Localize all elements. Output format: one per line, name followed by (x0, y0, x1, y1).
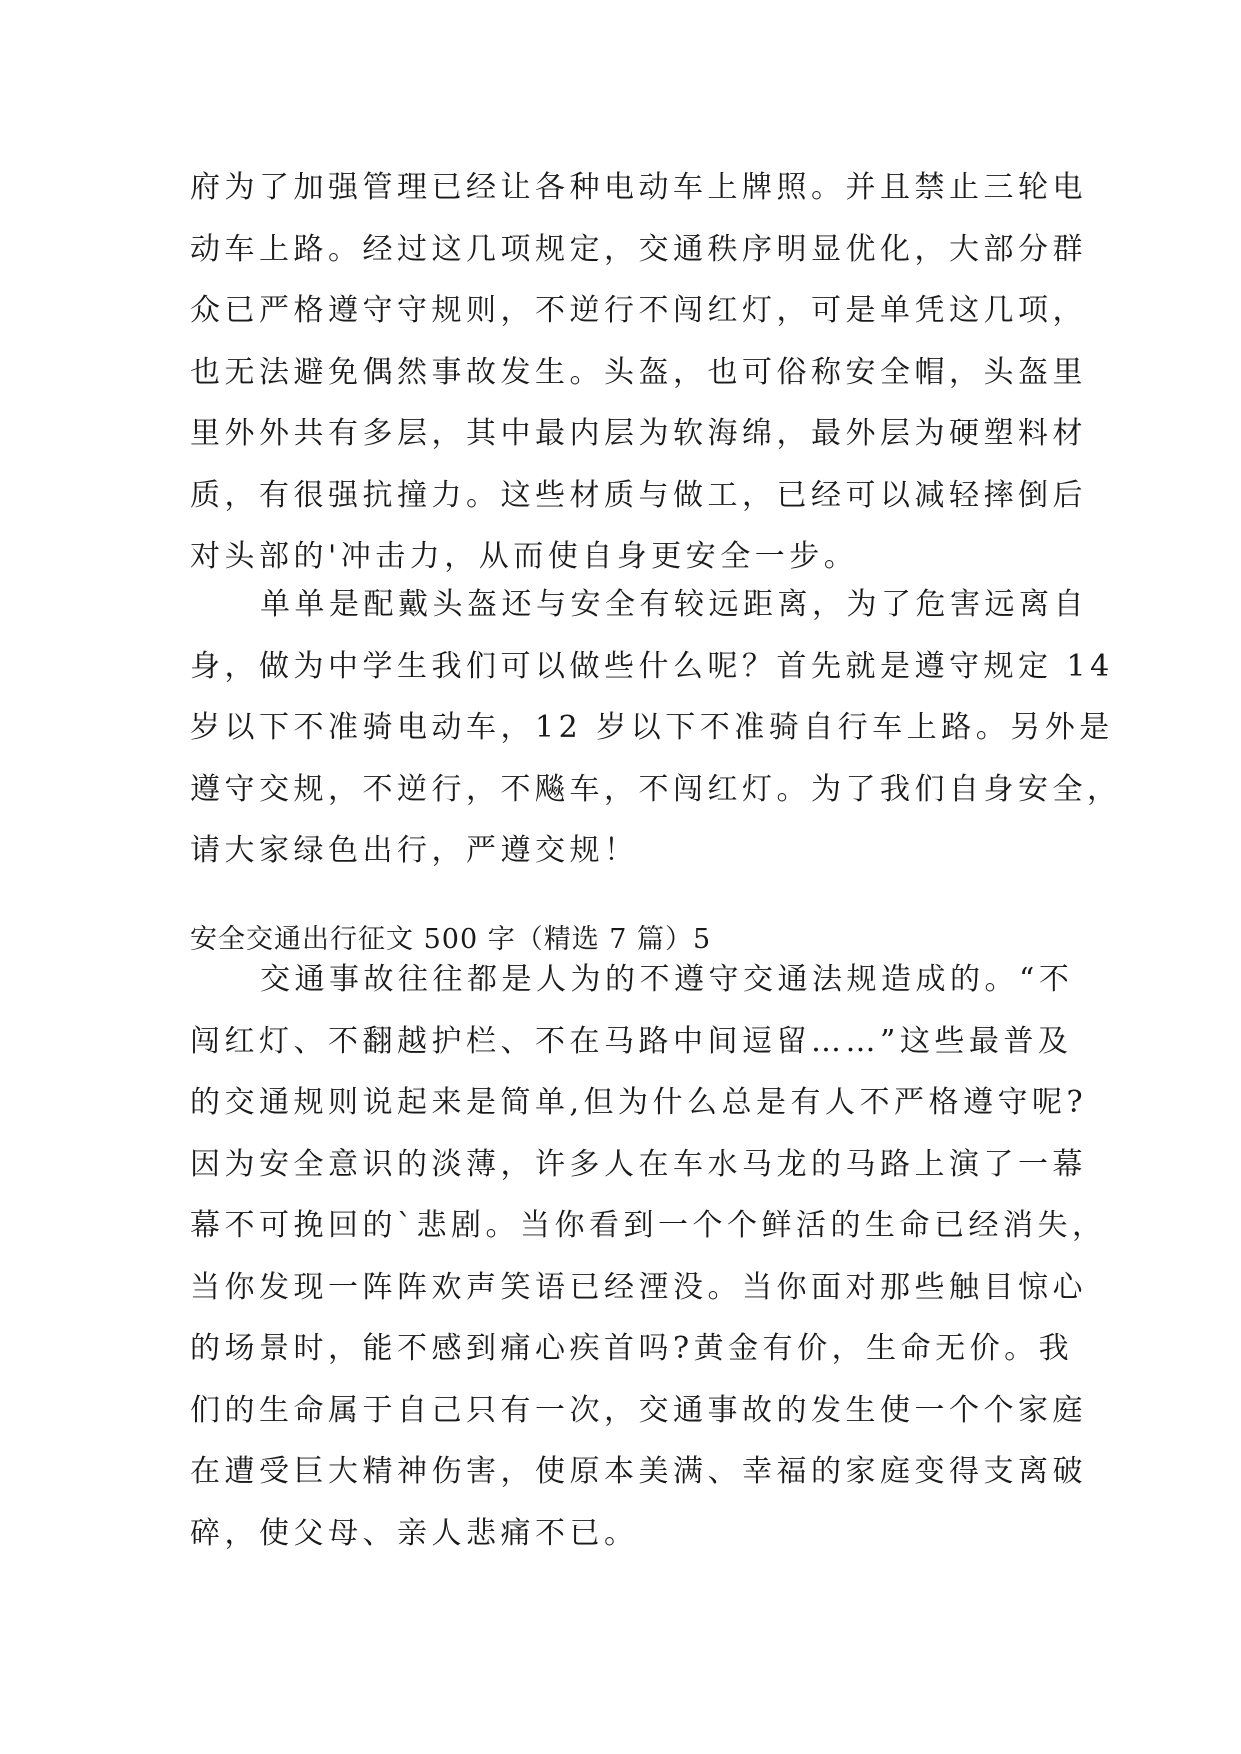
text-line: 幕不可挽回的`悲剧。当你看到一个个鲜活的生命已经消失， (190, 1208, 1107, 1243)
text-line: 遵守交规，不逆行，不飚车，不闯红灯。为了我们自身安全， (190, 771, 1122, 807)
paragraph-2 (190, 574, 1122, 882)
text-line: 们的生命属于自己只有一次，交通事故的发生使一个个家庭 (190, 1392, 1087, 1428)
text-line: 的场景时，能不感到痛心疾首吗?黄金有价，生命无价。我 (190, 1331, 1074, 1366)
text-line: 碎，使父母、亲人悲痛不已。 (190, 1515, 639, 1551)
text-line: 也无法避免偶然事故发生。头盔，也可俗称安全帽，头盔里 (190, 354, 1087, 390)
paragraph-3 (190, 949, 1107, 1564)
text-line: 府为了加强管理已经让各种电动车上牌照。并且禁止三轮电 (190, 170, 1087, 205)
text-line: 动车上路。经过这几项规定，交通秩序明显优化，大部分群 (190, 231, 1087, 267)
text-line: 当你发现一阵阵欢声笑语已经湮没。当你面对那些触目惊心 (190, 1269, 1087, 1305)
text-line: 在遭受巨大精神伤害，使原本美满、幸福的家庭变得支离破 (190, 1454, 1087, 1489)
text-line: 岁以下不准骑电动车，12 岁以下不准骑自行车上路。另外是 (190, 710, 1114, 745)
text-line: 众已严格遵守守规则，不逆行不闯红灯，可是单凭这几项， (190, 293, 1087, 328)
text-line: 交通事故往往都是人为的不遵守交通法规造成的。“不 (260, 962, 1074, 997)
text-line: 闯红灯、不翻越护栏、不在马路中间逗留……”这些最普及 (190, 1023, 1073, 1059)
text-line: 身，做为中学生我们可以做些什么呢？首先就是遵守规定 14 (190, 648, 1114, 684)
text-line: 质，有很强抗撞力。这些材质与做工，已经可以减轻摔倒后 (190, 477, 1087, 513)
text-line: 里外外共有多层，其中最内层为软海绵，最外层为硬塑料材 (190, 416, 1087, 451)
section-heading: 安全交通出行征文 500 字（精选 7 篇）5 (190, 924, 712, 955)
text-line: 因为安全意识的淡薄，许多人在车水马龙的马路上演了一幕 (190, 1146, 1087, 1182)
text-line: 对头部的'冲击力，从而使自身更安全一步。 (190, 539, 859, 574)
paragraph-1 (190, 157, 1087, 588)
text-line: 单单是配戴头盔还与安全有较远距离，为了危害远离自 (260, 587, 1088, 622)
text-line: 的交通规则说起来是简单,但为什么总是有人不严格遵守呢? (190, 1085, 1088, 1120)
text-line: 请大家绿色出行，严遵交规！ (190, 833, 639, 868)
